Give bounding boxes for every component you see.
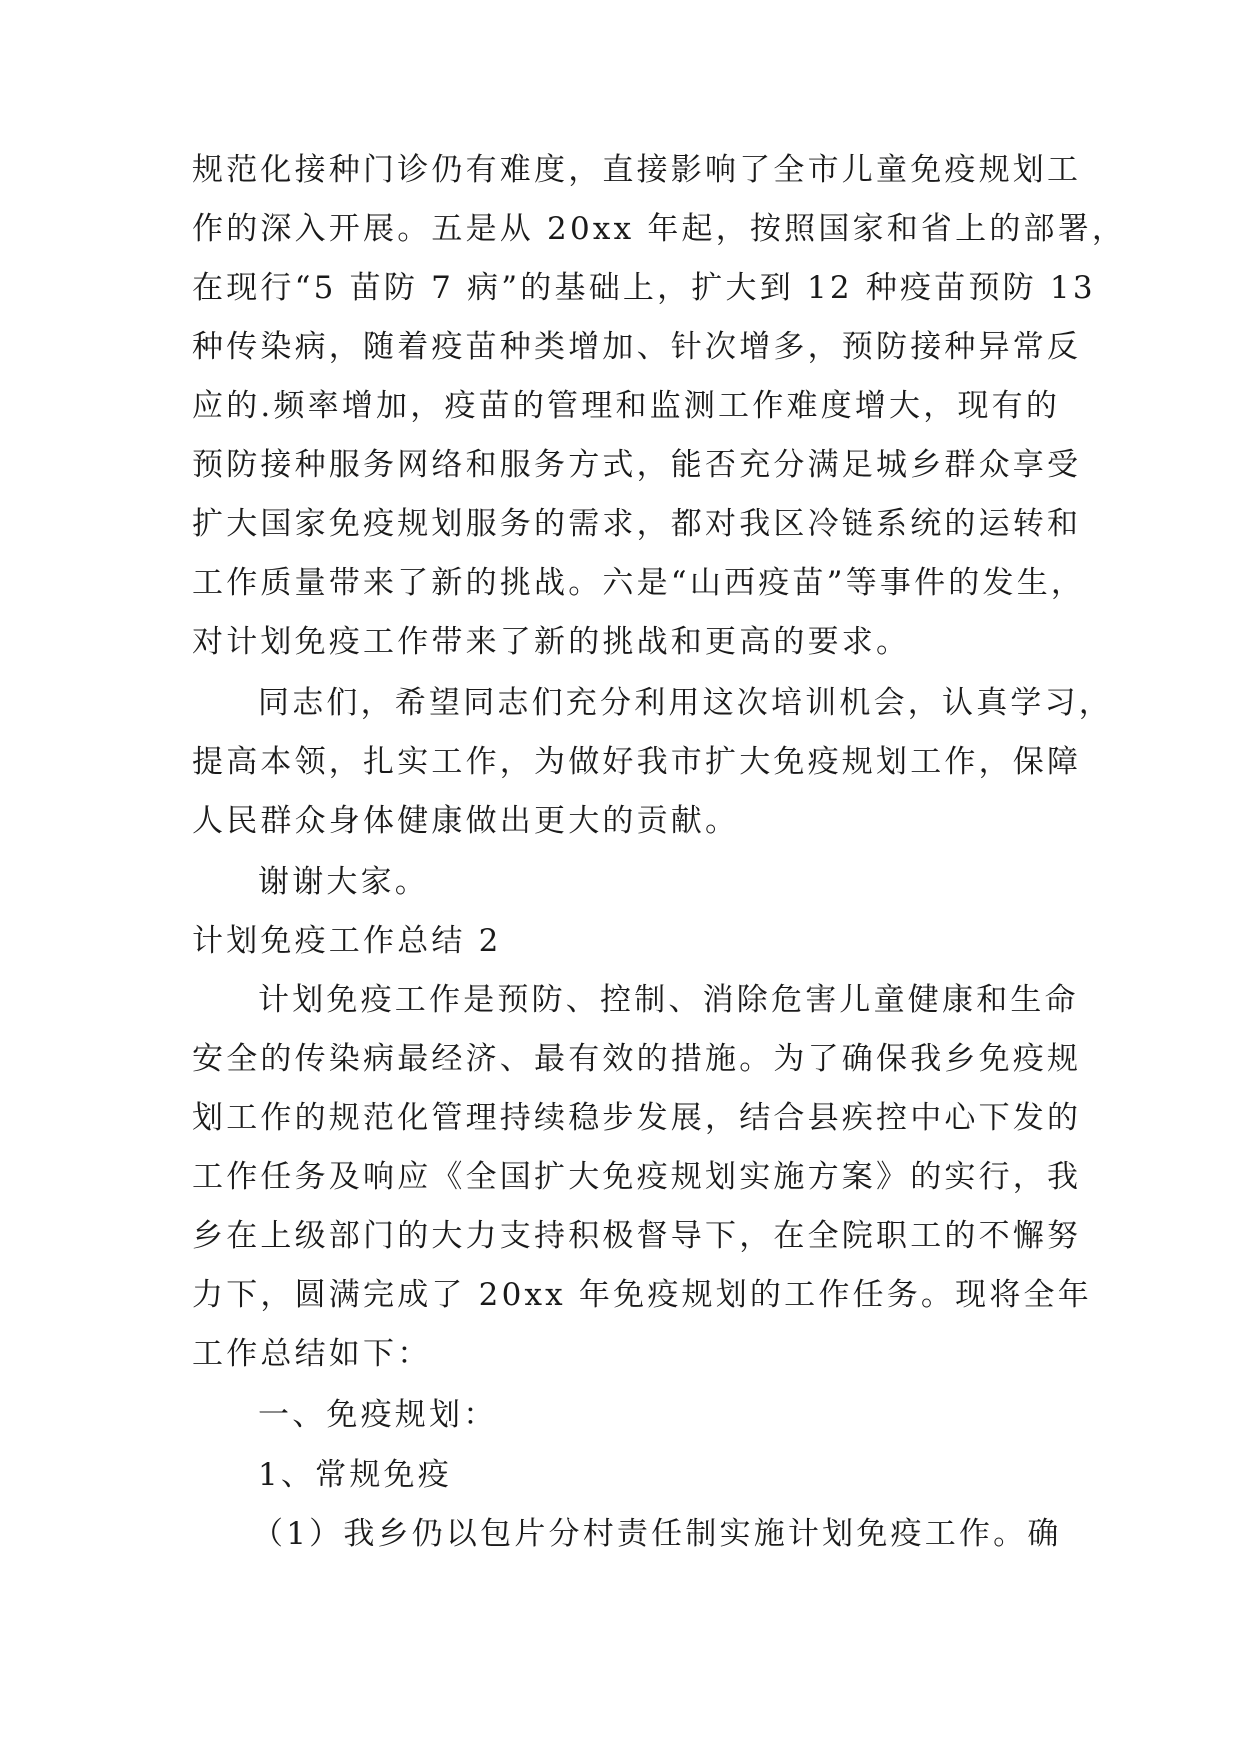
text-line: 乡在上级部门的大力支持积极督导下，在全院职工的不懈努 [192,1218,1082,1254]
text-line: 力下，圆满完成了 20xx 年免疫规划的工作任务。现将全年 [192,1277,1092,1313]
text-line: 提高本领，扎实工作，为做好我市扩大免疫规划工作，保障 [192,744,1082,780]
subheading-1: 一、免疫规划： [258,1397,498,1433]
text-line: 作的深入开展。五是从 20xx 年起，按照国家和省上的部署， [192,211,1127,247]
subheading-2: 1、常规免疫 [258,1457,452,1493]
text-line: 扩大国家免疫规划服务的需求，都对我区冷链系统的运转和 [192,506,1082,542]
text-line: （1）我乡仍以包片分村责任制实施计划免疫工作。确 [252,1516,1062,1552]
text-line: 人民群众身体健康做出更大的贡献。 [192,803,740,839]
text-line: 规范化接种门诊仍有难度，直接影响了全市儿童免疫规划工 [192,152,1082,188]
paragraph-first-line: 计划免疫工作是预防、控制、消除危害儿童健康和生命 [258,982,1079,1018]
text-line: 应的.频率增加，疫苗的管理和监测工作难度增大，现有的 [192,388,1061,424]
text-line: 安全的传染病最经济、最有效的措施。为了确保我乡免疫规 [192,1041,1082,1077]
section-heading: 计划免疫工作总结 2 [192,923,502,959]
text-line: 预防接种服务网络和服务方式，能否充分满足城乡群众享受 [192,447,1082,483]
text-line: 工作任务及响应《全国扩大免疫规划实施方案》的实行，我 [192,1159,1082,1195]
text-line: 划工作的规范化管理持续稳步发展，结合县疾控中心下发的 [192,1100,1082,1136]
text-line: 工作质量带来了新的挑战。六是“山西疫苗”等事件的发生， [192,565,1086,601]
text-line: 对计划免疫工作带来了新的挑战和更高的要求。 [192,624,911,660]
paragraph-first-line: 同志们，希望同志们充分利用这次培训机会，认真学习， [258,685,1113,721]
text-line: 种传染病，随着疫苗种类增加、针次增多，预防接种异常反 [192,329,1082,365]
text-line: 工作总结如下： [192,1336,432,1372]
closing-line: 谢谢大家。 [258,864,429,900]
text-line: 在现行“5 苗防 7 病”的基础上，扩大到 12 种疫苗预防 13 [192,270,1096,306]
